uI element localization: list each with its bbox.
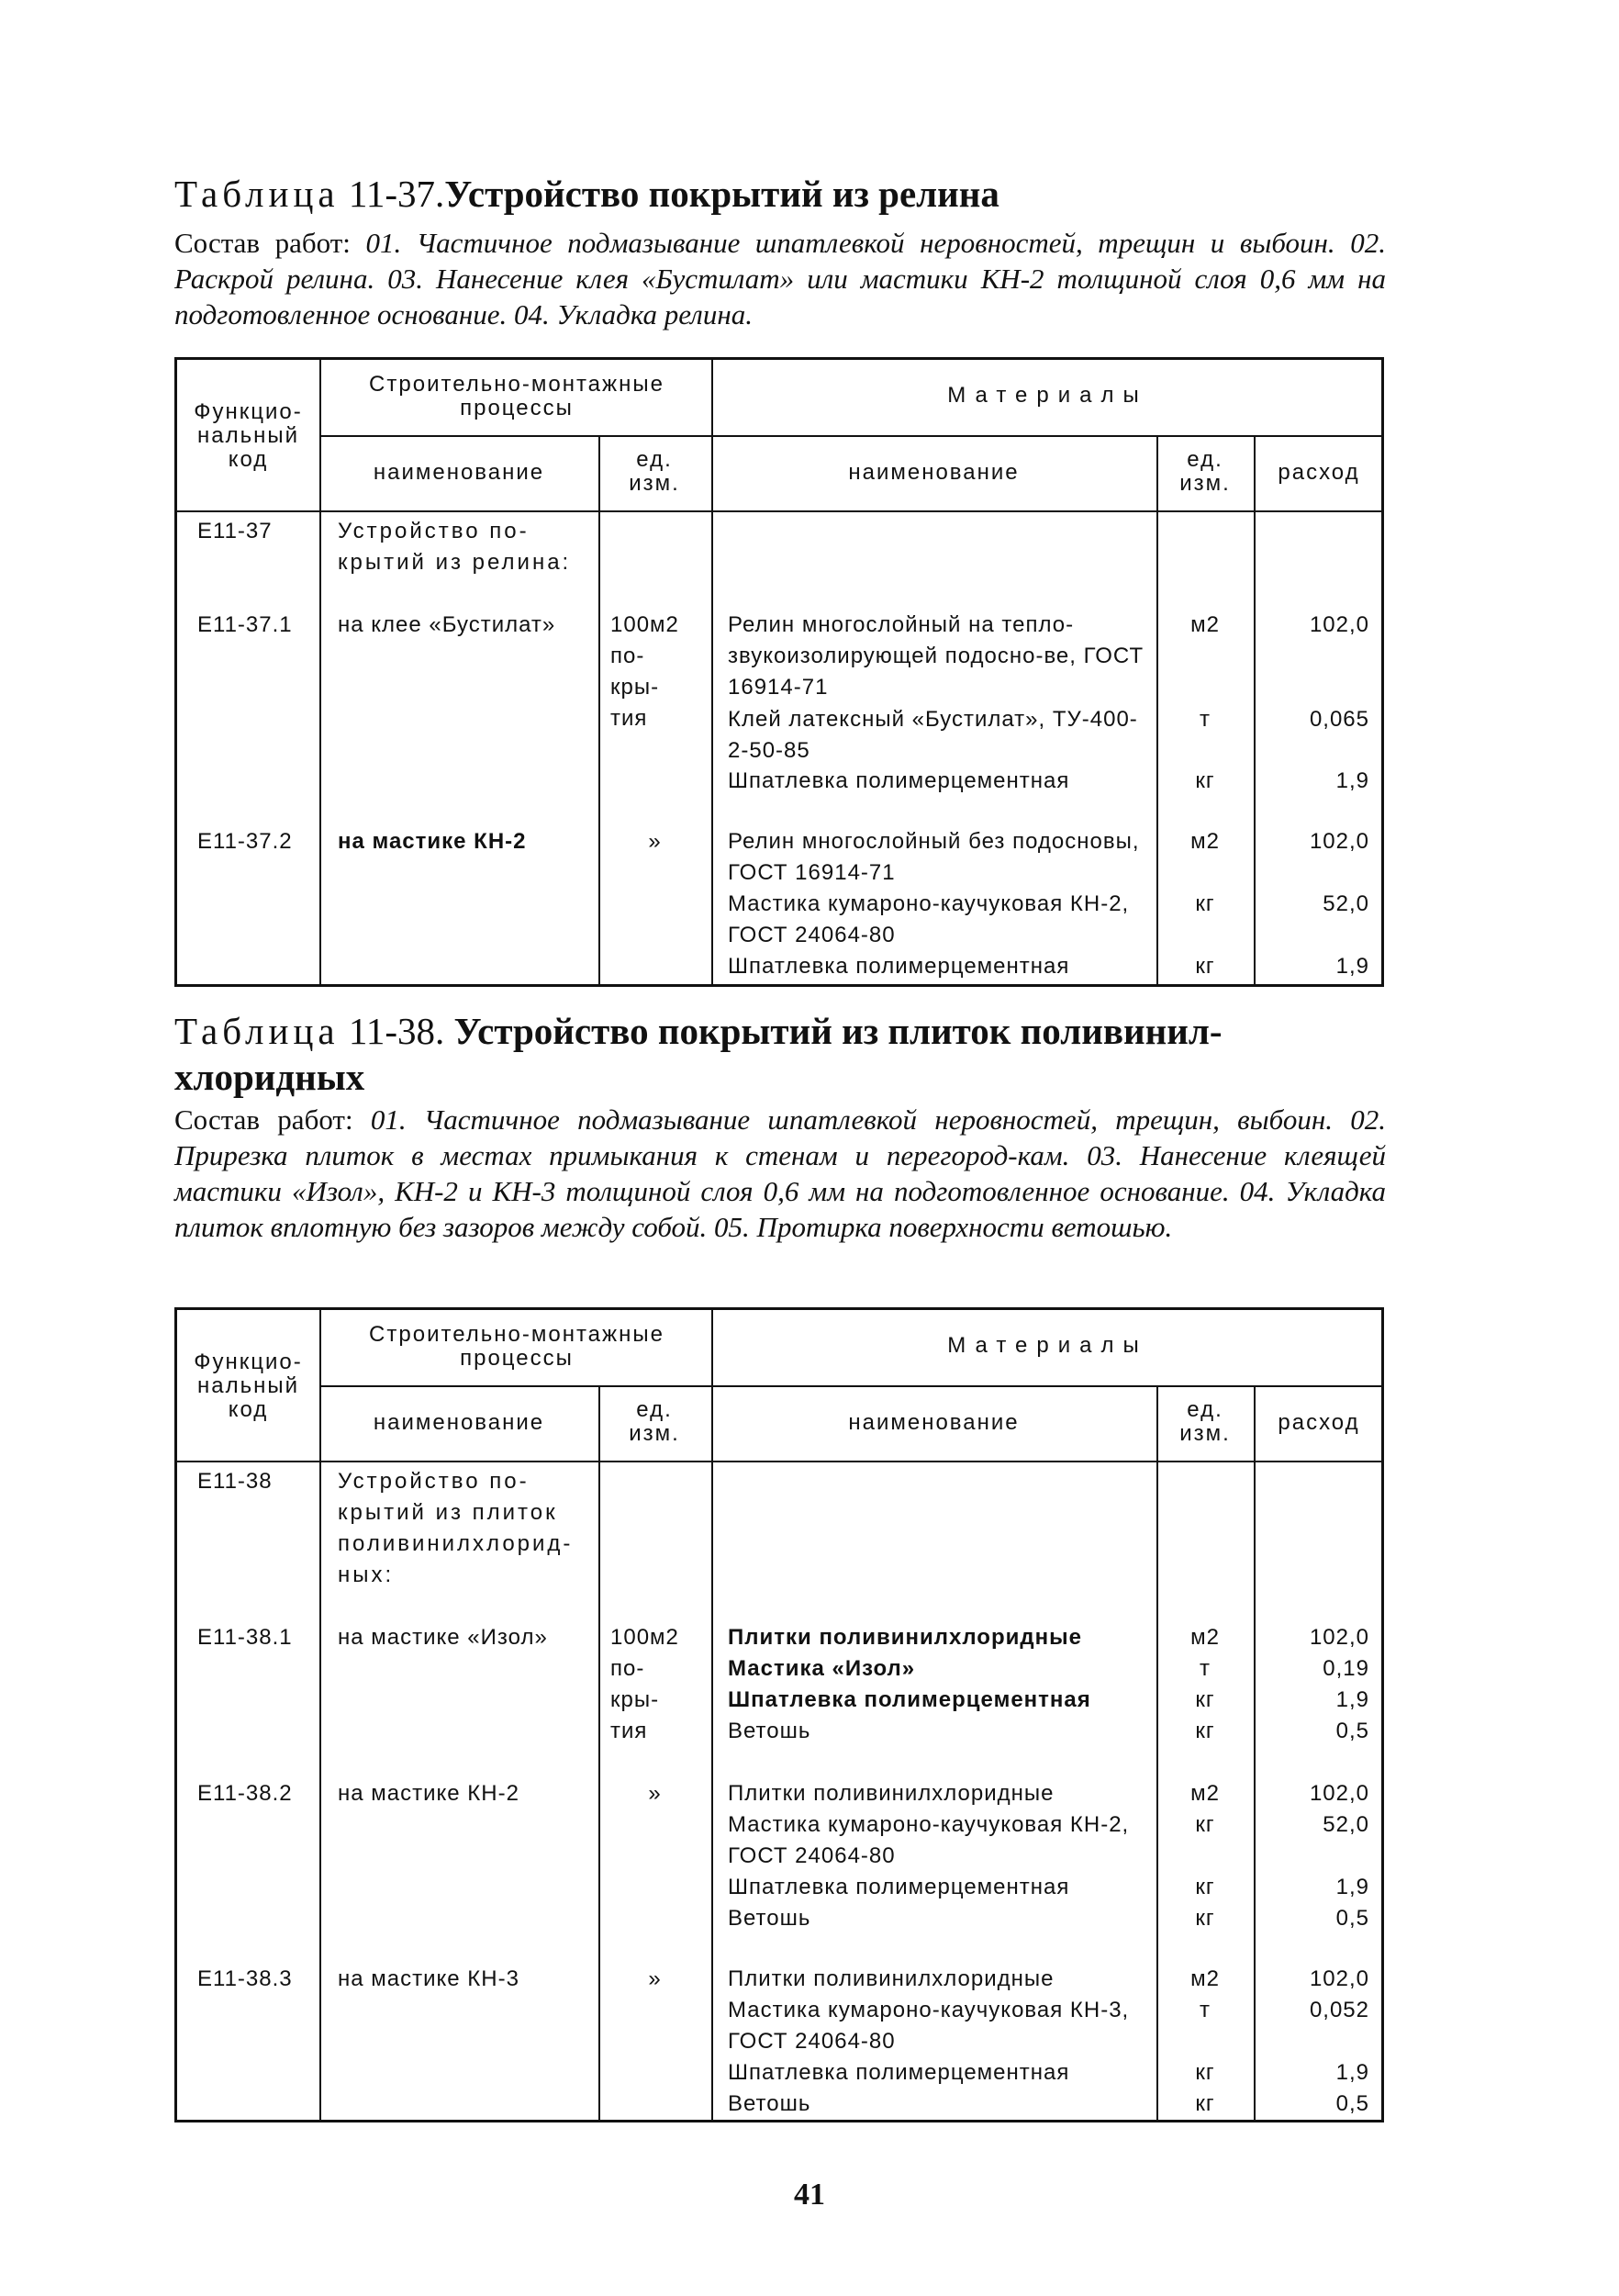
row-code: Е11-38.2	[197, 1781, 293, 1806]
material-unit: т	[1200, 707, 1211, 732]
table-37-number: 11-37.	[348, 173, 445, 215]
material-consumption: 1,9	[1335, 1875, 1369, 1899]
header-unit: ед. изм.	[629, 1397, 680, 1446]
material-unit: кг	[1195, 1812, 1215, 1837]
header-materials: Материалы	[947, 1333, 1148, 1358]
material-name: Ветошь	[728, 2091, 811, 2116]
material-unit: т	[1200, 1998, 1211, 2022]
row-code: Е11-38.1	[197, 1625, 293, 1650]
material-consumption: 1,9	[1335, 954, 1369, 979]
material-consumption: 0,5	[1335, 2091, 1369, 2116]
material-consumption: 52,0	[1323, 891, 1369, 916]
row-process: на мастике КН-3	[338, 1966, 519, 1991]
row-unit: 100м2 по-кры-тия	[610, 1625, 679, 1743]
row-process: на мастике «Изол»	[338, 1625, 548, 1650]
table-37-title: Устройство покрытий из релина	[444, 173, 999, 215]
material-consumption: 0,065	[1309, 707, 1369, 732]
material-consumption: 102,0	[1309, 829, 1369, 854]
table-38-composition	[174, 1102, 1386, 1245]
row-code: Е11-37.1	[197, 612, 293, 637]
header-code: Функцио-нальный код	[194, 399, 303, 472]
header-consumption: расход	[1278, 460, 1360, 485]
table-37-label: Таблица	[174, 173, 340, 215]
material-name: Мастика кумароно-каучуковая КН-3, ГОСТ 24064-80	[728, 1998, 1130, 2054]
material-name: Ветошь	[728, 1906, 811, 1931]
header-material-name: наименование	[848, 460, 1020, 485]
header-code: Функцио-нальный код	[194, 1350, 303, 1422]
row-unit: 100м2 по-кры-тия	[610, 612, 679, 731]
row-process: на мастике КН-2	[338, 1781, 519, 1806]
composition-text: 01. Частичное подмазывание шпатлевкой неровностей, трещин, выбоин. 02. Прирезка плиток в местах примыкания к стенам и перегород-кам. 03. Нанесение клеящей мастики «Изол», КН-2 и КН-3 толщиной слоя 0,6 мм на подготовленное основание. 04. Укладка плиток вплотную без зазоров между собой. 05. Протирка поверхности ветошью.	[174, 1103, 1386, 1243]
header-name: наименование	[373, 460, 545, 485]
composition-lead: Состав работ:	[174, 1103, 353, 1136]
header-processes: Строительно-монтажные процессы	[369, 1322, 664, 1371]
row-process: на мастике КН-2	[338, 829, 527, 854]
material-unit: м2	[1190, 612, 1220, 637]
material-name: Шпатлевка полимерцементная	[728, 1687, 1091, 1712]
material-unit: кг	[1195, 1687, 1215, 1712]
material-name: Плитки поливинилхлоридные	[728, 1625, 1082, 1650]
row-code: Е11-38.3	[197, 1966, 293, 1991]
material-name: Шпатлевка полимерцементная	[728, 954, 1070, 979]
row-process: на клее «Бустилат»	[338, 612, 556, 637]
row-unit: »	[648, 1966, 662, 1991]
material-name: Ветошь	[728, 1719, 811, 1743]
row-code: Е11-37	[197, 519, 273, 543]
material-name: Релин многослойный на тепло-звукоизолирующей подосно-ве, ГОСТ 16914-71	[728, 612, 1144, 700]
material-unit: кг	[1195, 768, 1215, 793]
material-name: Мастика кумароно-каучуковая КН-2, ГОСТ 24064-80	[728, 1812, 1130, 1868]
material-unit: кг	[1195, 1875, 1215, 1899]
material-consumption: 0,5	[1335, 1906, 1369, 1931]
table-37-composition	[174, 225, 1386, 332]
row-unit: »	[648, 1781, 662, 1806]
material-name: Клей латексный «Бустилат», ТУ-400-2-50-85	[728, 707, 1138, 763]
table-38	[174, 1307, 1384, 2122]
material-unit: м2	[1190, 1625, 1220, 1650]
material-name: Релин многослойный без подосновы, ГОСТ 16914-71	[728, 829, 1140, 885]
table-37	[174, 357, 1384, 987]
material-name: Шпатлевка полимерцементная	[728, 768, 1070, 793]
header-consumption: расход	[1278, 1410, 1360, 1435]
material-unit: кг	[1195, 2060, 1215, 2085]
row-process: Устройство по-крытий из релина:	[338, 519, 572, 575]
material-name: Мастика кумароно-каучуковая КН-2, ГОСТ 24064-80	[728, 891, 1130, 947]
material-consumption: 0,19	[1323, 1656, 1369, 1681]
header-name: наименование	[373, 1410, 545, 1435]
header-material-name: наименование	[848, 1410, 1020, 1435]
material-name: Плитки поливинилхлоридные	[728, 1781, 1055, 1806]
composition-lead: Состав работ:	[174, 227, 351, 259]
composition-text: 01. Частичное подмазывание шпатлевкой неровностей, трещин и выбоин. 02. Раскрой релина. 03. Нанесение клея «Бустилат» или мастики КН-2 толщиной слоя 0,6 мм на подготовленное основание. 04. Укладка релина.	[174, 227, 1386, 330]
table-38-heading	[174, 1008, 1386, 1100]
material-unit: м2	[1190, 1781, 1220, 1806]
table-38-title: Устройство покрытий из плиток поливинил-хлоридных	[174, 1010, 1223, 1098]
material-unit: кг	[1195, 2091, 1215, 2116]
header-material-unit: ед. изм.	[1179, 447, 1231, 496]
material-name: Шпатлевка полимерцементная	[728, 2060, 1070, 2085]
material-consumption: 1,9	[1335, 2060, 1369, 2085]
material-consumption: 1,9	[1335, 1687, 1369, 1712]
material-consumption: 102,0	[1309, 612, 1369, 637]
material-name: Мастика «Изол»	[728, 1656, 916, 1681]
material-consumption: 0,5	[1335, 1719, 1369, 1743]
header-processes: Строительно-монтажные процессы	[369, 372, 664, 420]
row-code: Е11-38	[197, 1469, 273, 1494]
material-unit: кг	[1195, 891, 1215, 916]
material-unit: м2	[1190, 829, 1220, 854]
material-unit: м2	[1190, 1966, 1220, 1991]
material-name: Плитки поливинилхлоридные	[728, 1966, 1055, 1991]
material-unit: кг	[1195, 1906, 1215, 1931]
material-name: Шпатлевка полимерцементная	[728, 1875, 1070, 1899]
header-material-unit: ед. изм.	[1179, 1397, 1231, 1446]
table-38-label: Таблица	[174, 1010, 340, 1052]
material-consumption: 1,9	[1335, 768, 1369, 793]
row-unit: »	[648, 829, 662, 854]
page-number: 41	[794, 2178, 825, 2212]
header-unit: ед. изм.	[629, 447, 680, 496]
material-consumption: 52,0	[1323, 1812, 1369, 1837]
table-38-number: 11-38.	[348, 1010, 445, 1052]
material-unit: кг	[1195, 954, 1215, 979]
material-consumption: 0,052	[1309, 1998, 1369, 2022]
row-process: Устройство по-крытий из плиток поливинилхлорид-ных:	[338, 1469, 574, 1587]
material-unit: кг	[1195, 1719, 1215, 1743]
material-consumption: 102,0	[1309, 1966, 1369, 1991]
row-code: Е11-37.2	[197, 829, 293, 854]
material-consumption: 102,0	[1309, 1781, 1369, 1806]
header-materials: Материалы	[947, 383, 1148, 408]
table-37-heading	[174, 171, 1386, 217]
material-consumption: 102,0	[1309, 1625, 1369, 1650]
material-unit: т	[1200, 1656, 1211, 1681]
